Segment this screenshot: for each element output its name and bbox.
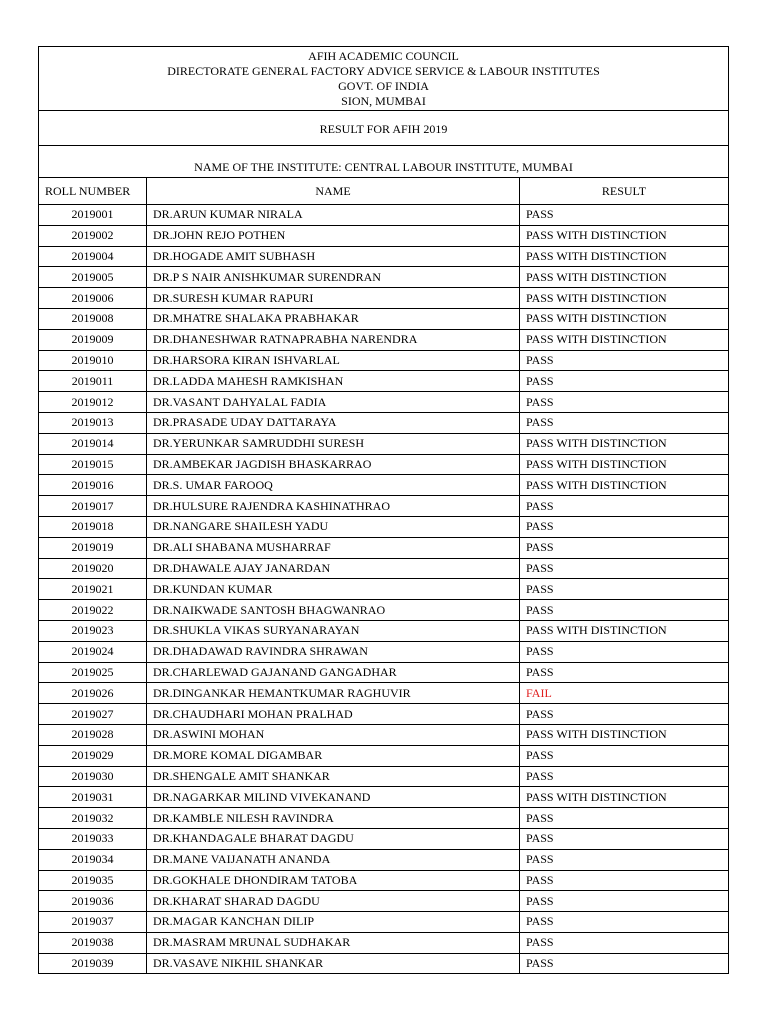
roll-number-cell: 2019032	[39, 808, 147, 829]
name-cell: DR.HARSORA KIRAN ISHVARLAL	[147, 350, 520, 371]
result-sheet	[38, 46, 728, 974]
name-cell: DR.SHENGALE AMIT SHANKAR	[147, 766, 520, 787]
result-cell: PASS WITH DISTINCTION	[520, 267, 729, 288]
result-cell: PASS	[520, 912, 729, 933]
name-cell: DR.PRASADE UDAY DATTARAYA	[147, 412, 520, 433]
result-cell: PASS WITH DISTINCTION	[520, 246, 729, 267]
directorate-name: DIRECTORATE GENERAL FACTORY ADVICE SERVICE & LABOUR INSTITUTES	[167, 64, 600, 78]
result-cell: PASS WITH DISTINCTION	[520, 288, 729, 309]
table-row	[39, 912, 729, 933]
result-cell: PASS	[520, 662, 729, 683]
table-row	[39, 350, 729, 371]
result-cell: PASS WITH DISTINCTION	[520, 308, 729, 329]
roll-number-cell: 2019025	[39, 662, 147, 683]
roll-number-cell: 2019038	[39, 932, 147, 953]
result-cell: PASS	[520, 516, 729, 537]
name-cell: DR.SURESH KUMAR RAPURI	[147, 288, 520, 309]
govt-name: GOVT. OF INDIA	[338, 79, 429, 93]
roll-number-cell: 2019020	[39, 558, 147, 579]
table-row	[39, 870, 729, 891]
name-cell: DR.VASANT DAHYALAL FADIA	[147, 392, 520, 413]
roll-number-cell: 2019014	[39, 433, 147, 454]
result-cell: PASS	[520, 392, 729, 413]
name-cell: DR.ASWINI MOHAN	[147, 724, 520, 745]
result-cell: PASS	[520, 496, 729, 517]
name-cell: DR.MANE VAIJANATH ANANDA	[147, 849, 520, 870]
council-header	[39, 47, 729, 111]
table-row	[39, 579, 729, 600]
result-cell: PASS	[520, 600, 729, 621]
table-row	[39, 537, 729, 558]
table-row	[39, 724, 729, 745]
table-row	[39, 246, 729, 267]
table-row	[39, 392, 729, 413]
table-row	[39, 412, 729, 433]
roll-number-cell: 2019024	[39, 641, 147, 662]
result-cell: PASS	[520, 870, 729, 891]
table-row	[39, 787, 729, 808]
table-row	[39, 600, 729, 621]
name-cell: DR.HULSURE RAJENDRA KASHINATHRAO	[147, 496, 520, 517]
name-cell: DR.ALI SHABANA MUSHARRAF	[147, 537, 520, 558]
name-cell: DR.AMBEKAR JAGDISH BHASKARRAO	[147, 454, 520, 475]
table-row	[39, 205, 729, 226]
name-cell: DR.DINGANKAR HEMANTKUMAR RAGHUVIR	[147, 683, 520, 704]
table-row	[39, 329, 729, 350]
result-cell: PASS WITH DISTINCTION	[520, 433, 729, 454]
column-header-name: NAME	[147, 178, 520, 205]
name-cell: DR.JOHN REJO POTHEN	[147, 225, 520, 246]
table-row	[39, 433, 729, 454]
roll-number-cell: 2019031	[39, 787, 147, 808]
table-row	[39, 953, 729, 974]
roll-number-cell: 2019002	[39, 225, 147, 246]
table-row	[39, 766, 729, 787]
name-cell: DR.DHANESHWAR RATNAPRABHA NARENDRA	[147, 329, 520, 350]
roll-number-cell: 2019034	[39, 849, 147, 870]
roll-number-cell: 2019001	[39, 205, 147, 226]
name-cell: DR.MAGAR KANCHAN DILIP	[147, 912, 520, 933]
result-title: RESULT FOR AFIH 2019	[39, 111, 729, 146]
name-cell: DR.NAIKWADE SANTOSH BHAGWANRAO	[147, 600, 520, 621]
roll-number-cell: 2019004	[39, 246, 147, 267]
table-row	[39, 288, 729, 309]
name-cell: DR.CHAUDHARI MOHAN PRALHAD	[147, 704, 520, 725]
table-row	[39, 828, 729, 849]
result-cell: PASS WITH DISTINCTION	[520, 620, 729, 641]
column-header-result: RESULT	[520, 178, 729, 205]
table-row	[39, 704, 729, 725]
name-cell: DR.DHAWALE AJAY JANARDAN	[147, 558, 520, 579]
table-row	[39, 454, 729, 475]
roll-number-cell: 2019033	[39, 828, 147, 849]
name-cell: DR.MORE KOMAL DIGAMBAR	[147, 745, 520, 766]
column-header-row	[39, 178, 729, 205]
roll-number-cell: 2019013	[39, 412, 147, 433]
name-cell: DR.P S NAIR ANISHKUMAR SURENDRAN	[147, 267, 520, 288]
name-cell: DR.NANGARE SHAILESH YADU	[147, 516, 520, 537]
name-cell: DR.MHATRE SHALAKA PRABHAKAR	[147, 308, 520, 329]
name-cell: DR.DHADAWAD RAVINDRA SHRAWAN	[147, 641, 520, 662]
roll-number-cell: 2019029	[39, 745, 147, 766]
roll-number-cell: 2019019	[39, 537, 147, 558]
roll-number-cell: 2019021	[39, 579, 147, 600]
result-cell: PASS WITH DISTINCTION	[520, 724, 729, 745]
roll-number-cell: 2019010	[39, 350, 147, 371]
roll-number-cell: 2019039	[39, 953, 147, 974]
table-row	[39, 516, 729, 537]
roll-number-cell: 2019022	[39, 600, 147, 621]
result-cell: PASS	[520, 766, 729, 787]
name-cell: DR.S. UMAR FAROOQ	[147, 475, 520, 496]
table-row	[39, 683, 729, 704]
table-row	[39, 475, 729, 496]
roll-number-cell: 2019030	[39, 766, 147, 787]
roll-number-cell: 2019035	[39, 870, 147, 891]
result-cell: PASS WITH DISTINCTION	[520, 225, 729, 246]
result-cell: PASS WITH DISTINCTION	[520, 454, 729, 475]
table-row	[39, 496, 729, 517]
result-cell: PASS	[520, 808, 729, 829]
table-row	[39, 267, 729, 288]
result-cell: PASS	[520, 828, 729, 849]
table-row	[39, 891, 729, 912]
roll-number-cell: 2019011	[39, 371, 147, 392]
result-cell: PASS WITH DISTINCTION	[520, 475, 729, 496]
table-row	[39, 932, 729, 953]
roll-number-cell: 2019012	[39, 392, 147, 413]
table-row	[39, 849, 729, 870]
table-row	[39, 662, 729, 683]
result-cell: PASS	[520, 537, 729, 558]
result-table	[38, 46, 729, 974]
roll-number-cell: 2019015	[39, 454, 147, 475]
result-title-row	[39, 111, 729, 146]
name-cell: DR.VASAVE NIKHIL SHANKAR	[147, 953, 520, 974]
institute-name: NAME OF THE INSTITUTE: CENTRAL LABOUR INSTITUTE, MUMBAI	[39, 146, 729, 178]
result-cell: PASS WITH DISTINCTION	[520, 329, 729, 350]
result-cell: PASS	[520, 371, 729, 392]
roll-number-cell: 2019008	[39, 308, 147, 329]
name-cell: DR.KUNDAN KUMAR	[147, 579, 520, 600]
institute-row	[39, 146, 729, 178]
name-cell: DR.GOKHALE DHONDIRAM TATOBA	[147, 870, 520, 891]
result-cell: PASS	[520, 558, 729, 579]
result-cell: PASS	[520, 579, 729, 600]
name-cell: DR.LADDA MAHESH RAMKISHAN	[147, 371, 520, 392]
roll-number-cell: 2019018	[39, 516, 147, 537]
roll-number-cell: 2019005	[39, 267, 147, 288]
roll-number-cell: 2019037	[39, 912, 147, 933]
roll-number-cell: 2019017	[39, 496, 147, 517]
result-cell: PASS	[520, 704, 729, 725]
roll-number-cell: 2019016	[39, 475, 147, 496]
name-cell: DR.YERUNKAR SAMRUDDHI SURESH	[147, 433, 520, 454]
result-cell: PASS	[520, 745, 729, 766]
result-cell: PASS	[520, 891, 729, 912]
council-name: AFIH ACADEMIC COUNCIL	[308, 49, 459, 63]
location: SION, MUMBAI	[341, 94, 426, 108]
column-header-roll: ROLL NUMBER	[39, 178, 147, 205]
table-row	[39, 641, 729, 662]
table-row	[39, 808, 729, 829]
table-row	[39, 308, 729, 329]
roll-number-cell: 2019036	[39, 891, 147, 912]
roll-number-cell: 2019023	[39, 620, 147, 641]
table-row	[39, 558, 729, 579]
roll-number-cell: 2019026	[39, 683, 147, 704]
name-cell: DR.KAMBLE NILESH RAVINDRA	[147, 808, 520, 829]
name-cell: DR.HOGADE AMIT SUBHASH	[147, 246, 520, 267]
roll-number-cell: 2019027	[39, 704, 147, 725]
roll-number-cell: 2019006	[39, 288, 147, 309]
result-cell: PASS	[520, 412, 729, 433]
result-cell: PASS	[520, 205, 729, 226]
result-cell: PASS WITH DISTINCTION	[520, 787, 729, 808]
table-row	[39, 371, 729, 392]
name-cell: DR.NAGARKAR MILIND VIVEKANAND	[147, 787, 520, 808]
result-cell: PASS	[520, 849, 729, 870]
result-cell: PASS	[520, 932, 729, 953]
result-cell: PASS	[520, 350, 729, 371]
name-cell: DR.CHARLEWAD GAJANAND GANGADHAR	[147, 662, 520, 683]
table-row	[39, 745, 729, 766]
name-cell: DR.SHUKLA VIKAS SURYANARAYAN	[147, 620, 520, 641]
roll-number-cell: 2019009	[39, 329, 147, 350]
result-cell: PASS	[520, 953, 729, 974]
result-cell: PASS	[520, 641, 729, 662]
name-cell: DR.MASRAM MRUNAL SUDHAKAR	[147, 932, 520, 953]
roll-number-cell: 2019028	[39, 724, 147, 745]
name-cell: DR.KHARAT SHARAD DAGDU	[147, 891, 520, 912]
result-rows	[39, 205, 729, 974]
name-cell: DR.ARUN KUMAR NIRALA	[147, 205, 520, 226]
table-row	[39, 620, 729, 641]
name-cell: DR.KHANDAGALE BHARAT DAGDU	[147, 828, 520, 849]
result-cell: FAIL	[520, 683, 729, 704]
table-row	[39, 225, 729, 246]
